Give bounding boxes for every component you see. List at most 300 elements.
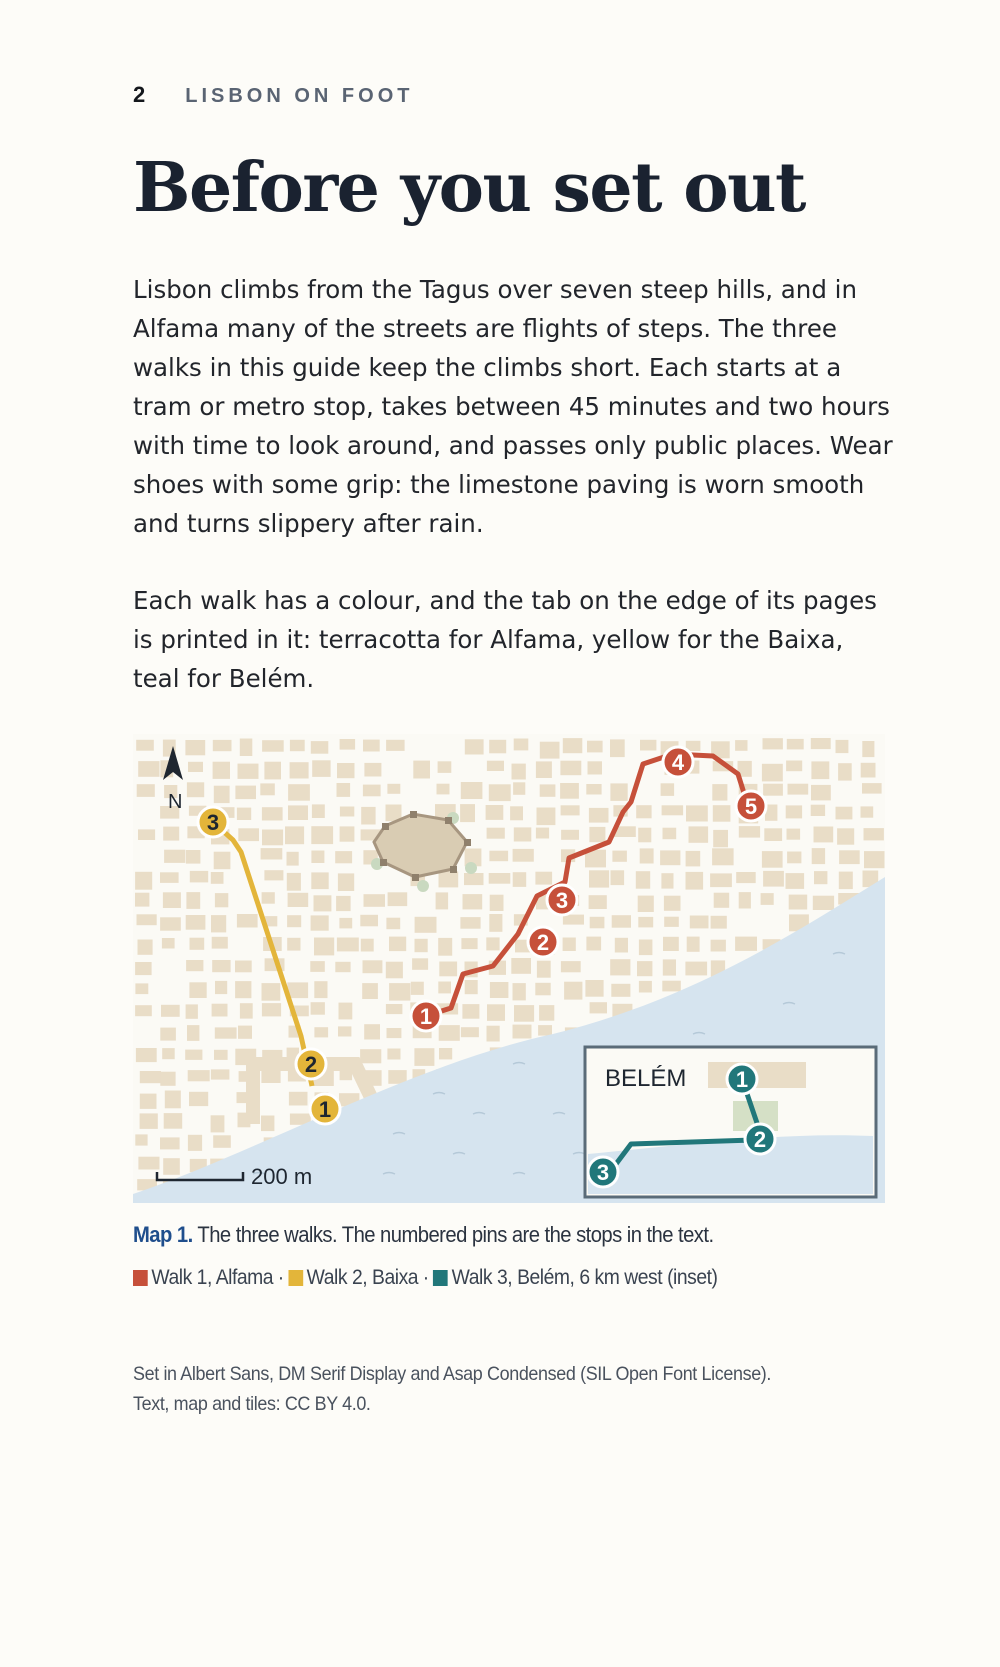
city-block bbox=[188, 1135, 202, 1151]
city-block bbox=[689, 826, 709, 842]
city-block bbox=[464, 873, 484, 885]
svg-text:2: 2 bbox=[753, 1127, 767, 1152]
city-block bbox=[212, 960, 230, 972]
city-block bbox=[513, 849, 534, 862]
book-title: LISBON ON FOOT bbox=[185, 85, 414, 107]
city-block bbox=[386, 1004, 403, 1014]
city-block bbox=[686, 851, 701, 867]
walk1-swatch bbox=[133, 1270, 148, 1286]
city-block bbox=[537, 961, 551, 978]
city-block bbox=[287, 915, 301, 927]
north-label: N bbox=[168, 791, 183, 813]
city-block bbox=[336, 896, 351, 911]
city-block bbox=[285, 826, 304, 844]
city-block bbox=[735, 937, 757, 951]
city-block bbox=[364, 1024, 380, 1039]
city-block bbox=[514, 1005, 534, 1022]
city-block bbox=[686, 872, 704, 890]
city-block bbox=[586, 937, 601, 951]
city-block bbox=[138, 940, 153, 955]
city-block bbox=[514, 739, 529, 751]
city-block bbox=[135, 983, 148, 994]
city-block bbox=[187, 782, 204, 797]
city-block bbox=[611, 870, 625, 885]
city-block bbox=[590, 917, 605, 929]
city-block bbox=[487, 1004, 505, 1021]
city-block bbox=[713, 805, 731, 822]
city-block bbox=[786, 761, 802, 772]
colour-key-paragraph: Each walk has a colour, and the tab on the edge of its pages is printed in it: terracotta for Alfama, yellow for the Baixa, teal for Belém. bbox=[133, 586, 877, 693]
city-block bbox=[662, 805, 684, 815]
city-block bbox=[639, 981, 652, 993]
city-block bbox=[638, 917, 653, 928]
city-block bbox=[215, 1027, 237, 1038]
city-block bbox=[260, 783, 275, 795]
city-block bbox=[136, 740, 154, 751]
city-block bbox=[335, 851, 352, 863]
city-block bbox=[215, 893, 228, 907]
city-block bbox=[638, 828, 651, 843]
city-block bbox=[563, 915, 584, 925]
walk2-pin-2 bbox=[296, 1049, 326, 1079]
city-block bbox=[739, 826, 760, 838]
city-block bbox=[661, 873, 673, 888]
city-block bbox=[311, 826, 333, 844]
city-block bbox=[514, 827, 532, 841]
city-block bbox=[811, 805, 825, 816]
city-block bbox=[540, 742, 560, 759]
city-block bbox=[310, 961, 325, 972]
city-block bbox=[838, 763, 852, 780]
city-block bbox=[461, 1027, 479, 1037]
city-block bbox=[839, 850, 860, 864]
city-block bbox=[340, 826, 355, 841]
city-block bbox=[486, 937, 499, 950]
city-block bbox=[238, 828, 259, 841]
city-block bbox=[712, 848, 734, 865]
city-block bbox=[839, 872, 853, 890]
city-block bbox=[163, 827, 179, 841]
city-block bbox=[160, 1028, 176, 1041]
legend-walk3: Walk 3, Belém, 6 km west (inset) bbox=[451, 1266, 718, 1289]
city-block bbox=[438, 761, 452, 773]
city-block bbox=[287, 852, 299, 866]
city-block bbox=[135, 1005, 152, 1016]
city-block bbox=[710, 873, 732, 887]
city-block bbox=[638, 896, 654, 912]
city-block bbox=[415, 917, 437, 933]
city-block bbox=[487, 828, 505, 839]
city-block bbox=[589, 808, 609, 823]
scale-label: 200 m bbox=[251, 1164, 313, 1189]
map-legend bbox=[133, 1266, 718, 1290]
city-block bbox=[561, 805, 580, 815]
city-block bbox=[588, 761, 603, 774]
city-block bbox=[513, 983, 526, 1000]
city-block bbox=[412, 958, 428, 970]
city-block bbox=[363, 785, 381, 797]
city-block bbox=[311, 851, 324, 864]
city-block bbox=[311, 1002, 325, 1015]
city-block bbox=[389, 937, 406, 952]
legend-walk1: Walk 1, Alfama bbox=[151, 1266, 274, 1289]
city-block bbox=[463, 894, 483, 909]
city-block bbox=[188, 1070, 210, 1081]
city-block bbox=[739, 892, 751, 908]
city-block bbox=[636, 871, 650, 889]
city-block bbox=[363, 740, 380, 752]
city-block bbox=[787, 829, 801, 840]
legend-separator: · bbox=[422, 1266, 429, 1289]
city-block bbox=[361, 807, 375, 825]
city-block bbox=[586, 784, 601, 795]
city-block bbox=[711, 940, 726, 952]
city-block bbox=[486, 805, 504, 820]
city-block bbox=[439, 1025, 460, 1041]
city-block bbox=[811, 761, 829, 779]
city-block bbox=[214, 786, 230, 803]
city-block bbox=[762, 851, 783, 868]
city-block bbox=[186, 1004, 198, 1018]
city-block bbox=[761, 893, 774, 905]
city-block bbox=[362, 983, 378, 999]
city-block bbox=[287, 873, 301, 891]
city-block bbox=[364, 763, 381, 777]
city-block bbox=[489, 873, 511, 884]
city-block bbox=[185, 740, 205, 755]
city-block bbox=[836, 740, 849, 753]
city-block bbox=[288, 893, 309, 907]
city-block bbox=[461, 782, 483, 799]
city-block bbox=[762, 764, 783, 782]
city-block bbox=[538, 1025, 552, 1036]
city-block bbox=[388, 892, 408, 906]
city-block bbox=[140, 1113, 158, 1129]
city-block bbox=[135, 1134, 147, 1145]
city-block bbox=[438, 938, 452, 956]
city-block bbox=[610, 959, 630, 975]
city-block bbox=[335, 962, 350, 972]
city-block bbox=[360, 915, 378, 927]
city-block bbox=[140, 1094, 157, 1109]
city-block bbox=[314, 938, 334, 956]
city-block bbox=[311, 915, 329, 930]
city-block bbox=[564, 982, 582, 1000]
city-block bbox=[585, 980, 603, 997]
svg-text:2: 2 bbox=[304, 1052, 318, 1077]
walk1-pin-3 bbox=[547, 885, 577, 915]
city-block bbox=[415, 939, 428, 952]
city-block bbox=[462, 1004, 479, 1019]
city-block bbox=[162, 938, 175, 949]
svg-text:3: 3 bbox=[555, 888, 569, 913]
city-block bbox=[539, 1005, 554, 1021]
city-block bbox=[513, 1025, 532, 1039]
city-block bbox=[135, 893, 149, 907]
city-block bbox=[590, 1002, 607, 1013]
city-block bbox=[439, 871, 459, 887]
city-block bbox=[387, 1049, 400, 1060]
city-block bbox=[387, 784, 400, 794]
city-block bbox=[364, 894, 386, 907]
city-block bbox=[311, 872, 328, 889]
city-block bbox=[438, 982, 451, 994]
city-block bbox=[489, 740, 506, 754]
city-block bbox=[788, 784, 809, 795]
city-block bbox=[314, 895, 332, 911]
city-block bbox=[789, 895, 808, 910]
city-block bbox=[164, 850, 185, 863]
city-block bbox=[864, 828, 884, 840]
city-block bbox=[489, 784, 511, 801]
city-block bbox=[164, 1113, 183, 1129]
city-block bbox=[339, 1003, 353, 1020]
city-block bbox=[137, 914, 157, 925]
city-block bbox=[262, 830, 283, 846]
city-block bbox=[465, 739, 484, 754]
city-block bbox=[612, 915, 631, 928]
city-block bbox=[487, 761, 504, 771]
city-block bbox=[361, 939, 374, 952]
city-block bbox=[262, 983, 281, 1001]
city-block bbox=[660, 850, 680, 865]
city-block bbox=[185, 1050, 202, 1060]
city-block bbox=[140, 1071, 161, 1083]
city-block bbox=[388, 1070, 406, 1084]
city-block bbox=[214, 1050, 228, 1060]
city-block bbox=[687, 937, 700, 952]
city-block bbox=[213, 740, 232, 751]
city-block bbox=[511, 958, 531, 974]
city-block bbox=[510, 806, 523, 820]
city-block bbox=[386, 918, 400, 930]
city-block bbox=[189, 1092, 208, 1106]
city-block bbox=[864, 851, 885, 868]
city-block bbox=[235, 981, 251, 998]
city-block bbox=[135, 962, 152, 975]
city-block bbox=[186, 892, 200, 909]
city-block bbox=[611, 984, 630, 997]
city-block bbox=[339, 918, 352, 929]
city-block bbox=[287, 938, 300, 951]
city-block bbox=[312, 804, 325, 818]
city-block bbox=[163, 892, 181, 908]
city-block bbox=[138, 761, 159, 777]
city-block bbox=[212, 1004, 228, 1017]
map-caption-text: The three walks. The numbered pins are the stops in the text. bbox=[197, 1222, 714, 1247]
running-head bbox=[133, 82, 413, 108]
walks-map bbox=[133, 734, 885, 1203]
city-block bbox=[235, 961, 252, 973]
city-block bbox=[712, 784, 727, 801]
city-block bbox=[465, 980, 478, 994]
map-canvas bbox=[133, 734, 885, 1203]
colophon-line-2: Text, map and tiles: CC BY 4.0. bbox=[133, 1393, 371, 1415]
city-block bbox=[414, 1048, 434, 1066]
walk2-swatch bbox=[288, 1270, 303, 1286]
walk1-pin-4 bbox=[663, 747, 693, 777]
city-block bbox=[240, 1003, 253, 1018]
city-block bbox=[240, 739, 253, 757]
city-block bbox=[238, 764, 259, 779]
city-block bbox=[813, 896, 834, 910]
city-block bbox=[160, 872, 179, 883]
city-block bbox=[211, 1115, 225, 1132]
city-block bbox=[640, 740, 656, 751]
city-block bbox=[460, 804, 475, 822]
svg-text:4: 4 bbox=[671, 750, 685, 775]
legend-walk2: Walk 2, Baixa bbox=[306, 1266, 419, 1289]
city-block bbox=[837, 828, 854, 844]
city-block bbox=[661, 783, 675, 796]
city-block bbox=[165, 1091, 181, 1109]
walk3-pin-2 bbox=[745, 1124, 775, 1154]
city-block bbox=[861, 763, 876, 778]
city-block bbox=[138, 829, 155, 840]
city-block bbox=[340, 739, 356, 750]
city-block bbox=[437, 784, 450, 795]
city-block bbox=[512, 764, 526, 780]
city-block bbox=[787, 852, 801, 864]
city-block bbox=[786, 873, 805, 889]
city-block bbox=[690, 916, 709, 929]
walk1-pin-5 bbox=[736, 791, 766, 821]
inset-label: BELÉM bbox=[605, 1065, 687, 1092]
city-block bbox=[386, 962, 403, 979]
city-block bbox=[340, 807, 354, 817]
city-block bbox=[138, 1157, 159, 1170]
city-block bbox=[211, 915, 226, 932]
city-block bbox=[261, 1116, 274, 1132]
city-block bbox=[736, 872, 756, 883]
city-block bbox=[460, 917, 480, 929]
city-block bbox=[312, 760, 330, 777]
city-block bbox=[190, 938, 205, 950]
city-block bbox=[735, 740, 747, 751]
city-block bbox=[237, 914, 258, 928]
city-block bbox=[786, 805, 802, 818]
svg-text:3: 3 bbox=[206, 810, 220, 835]
walk2-pin-3 bbox=[198, 807, 228, 837]
city-block bbox=[215, 981, 227, 994]
city-block bbox=[413, 761, 430, 779]
city-block bbox=[636, 805, 651, 818]
city-block bbox=[535, 983, 550, 996]
city-block bbox=[612, 851, 627, 862]
city-block bbox=[861, 806, 874, 817]
walk2-pin-1 bbox=[310, 1094, 340, 1124]
city-block bbox=[490, 895, 504, 911]
city-block bbox=[160, 1072, 175, 1086]
city-block bbox=[337, 783, 351, 797]
city-block bbox=[811, 738, 831, 749]
city-block bbox=[814, 827, 834, 843]
city-block bbox=[764, 828, 782, 841]
map-caption bbox=[133, 1222, 851, 1248]
city-block bbox=[289, 1092, 308, 1106]
city-block bbox=[338, 1026, 351, 1036]
city-block bbox=[489, 914, 502, 932]
city-block bbox=[814, 871, 827, 884]
city-block bbox=[535, 872, 552, 885]
svg-text:5: 5 bbox=[744, 794, 758, 819]
map-caption-tag: Map 1. bbox=[133, 1222, 193, 1247]
city-block bbox=[589, 827, 605, 842]
city-block bbox=[540, 784, 556, 796]
city-block bbox=[490, 982, 509, 998]
city-block bbox=[489, 851, 508, 862]
city-block bbox=[190, 871, 208, 883]
city-block bbox=[560, 761, 581, 776]
city-block bbox=[664, 896, 681, 911]
city-block bbox=[238, 1026, 252, 1039]
city-block bbox=[235, 786, 256, 800]
city-block bbox=[711, 916, 727, 929]
svg-text:1: 1 bbox=[318, 1097, 332, 1122]
city-block bbox=[186, 915, 206, 930]
city-block bbox=[563, 938, 576, 952]
page-number: 2 bbox=[133, 82, 146, 107]
city-block bbox=[537, 808, 556, 826]
city-block bbox=[610, 739, 625, 757]
city-block bbox=[337, 938, 359, 952]
city-block bbox=[787, 739, 804, 750]
city-block bbox=[610, 783, 627, 801]
svg-text:3: 3 bbox=[596, 1160, 610, 1185]
city-block bbox=[288, 784, 310, 801]
walk3-swatch bbox=[433, 1270, 448, 1286]
city-block bbox=[290, 762, 309, 778]
page-title: Before you set out bbox=[133, 148, 805, 228]
city-block bbox=[212, 937, 228, 949]
city-block bbox=[262, 1003, 281, 1016]
city-block bbox=[262, 740, 284, 752]
city-block bbox=[161, 1005, 180, 1017]
city-block bbox=[360, 1049, 381, 1063]
city-block bbox=[615, 938, 628, 953]
city-block bbox=[136, 1048, 157, 1062]
city-block bbox=[337, 763, 355, 778]
city-block bbox=[387, 1028, 402, 1038]
city-block bbox=[162, 1048, 175, 1059]
city-block bbox=[188, 762, 203, 772]
city-block bbox=[211, 872, 224, 884]
city-block bbox=[213, 762, 230, 779]
svg-text:2: 2 bbox=[536, 930, 550, 955]
city-block bbox=[290, 740, 305, 751]
city-block bbox=[160, 917, 181, 930]
city-block bbox=[186, 850, 201, 864]
city-block bbox=[163, 1158, 180, 1175]
city-block bbox=[386, 740, 405, 751]
city-block bbox=[189, 982, 206, 998]
city-block bbox=[187, 1025, 199, 1041]
city-block bbox=[213, 1135, 231, 1148]
city-block bbox=[211, 1069, 230, 1079]
city-block bbox=[714, 893, 730, 908]
city-block bbox=[663, 828, 677, 840]
city-block bbox=[261, 1070, 280, 1083]
svg-text:1: 1 bbox=[735, 1067, 749, 1092]
svg-text:1: 1 bbox=[419, 1004, 433, 1029]
city-block bbox=[461, 938, 477, 949]
city-block bbox=[186, 960, 203, 971]
walk1-pin-1 bbox=[411, 1001, 441, 1031]
walk3-pin-1 bbox=[727, 1064, 757, 1094]
city-block bbox=[411, 982, 424, 995]
walk3-pin-3 bbox=[588, 1157, 618, 1187]
city-block bbox=[262, 807, 283, 820]
